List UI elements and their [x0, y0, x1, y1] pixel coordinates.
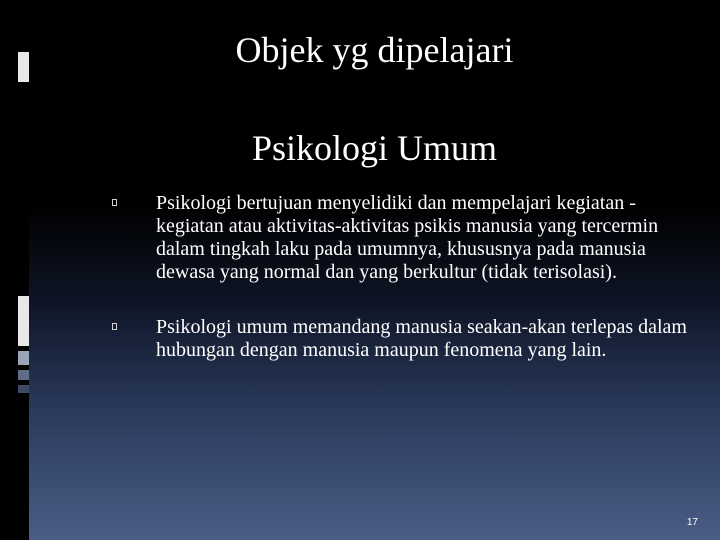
square-bullet-icon	[112, 323, 117, 330]
slide-title: Objek yg dipelajari	[235, 30, 514, 70]
bullet-text: Psikologi bertujuan menyelidiki dan mempelajari kegiatan -kegiatan atau aktivitas-aktivitas psikis manusia yang tercermin dalam tingkah laku pada umumnya, khususnya pada manusia dewasa yang normal dan yang berkultur (tidak terisolasi).	[156, 192, 659, 283]
decorative-bar	[18, 52, 29, 82]
bullet-list	[112, 192, 692, 394]
decorative-bar	[18, 370, 29, 380]
decorative-bar	[18, 351, 29, 365]
square-bullet-icon	[112, 199, 117, 206]
decorative-bar	[18, 296, 29, 346]
slide-subtitle: Psikologi Umum	[251, 128, 498, 168]
bullet-text: Psikologi umum memandang manusia seakan-akan terlepas dalam hubungan dengan manusia maupun fenomena yang lain.	[156, 316, 687, 361]
decorative-bar	[18, 385, 29, 393]
decorative-side-bars	[0, 0, 29, 540]
bullet-item	[112, 192, 692, 284]
slide-number: 17	[686, 517, 698, 528]
bullet-item	[112, 316, 692, 362]
